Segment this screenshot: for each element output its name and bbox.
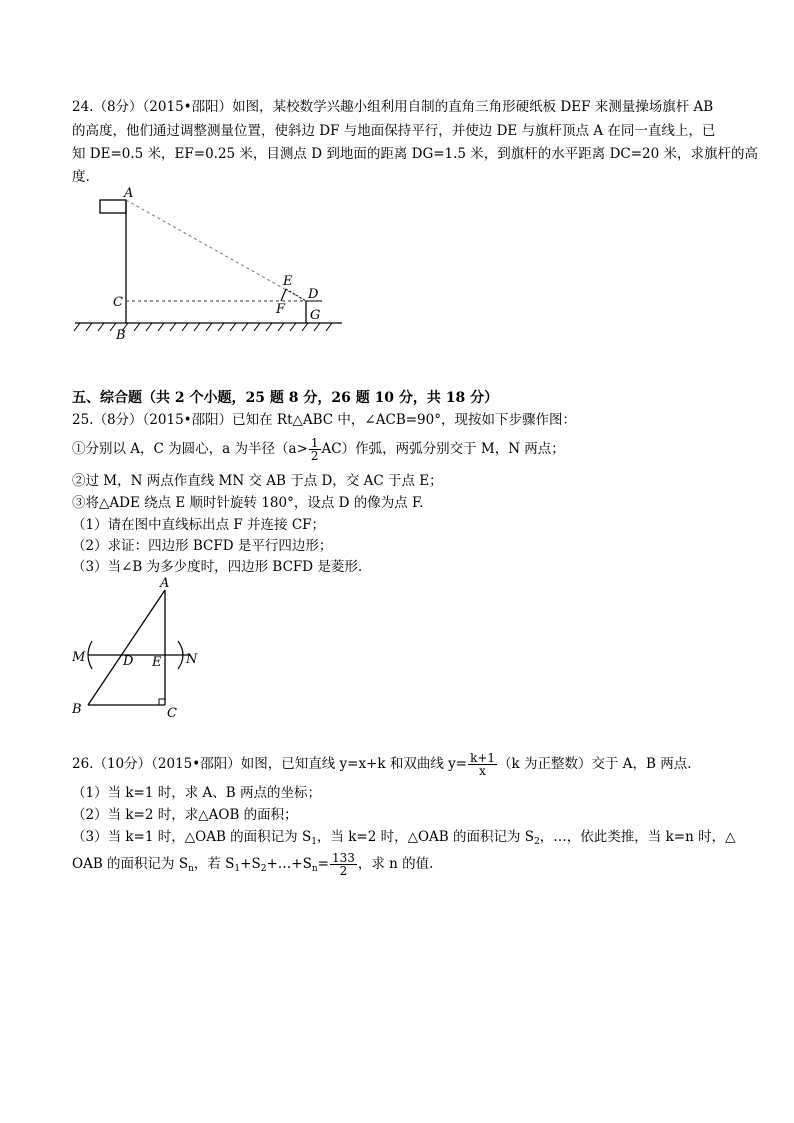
q25-step-2: ②过 M，N 两点作直线 MN 交 AB 于点 D，交 AC 于点 E；: [72, 473, 443, 489]
q25-sub-2: （2）求证：四边形 BCFD 是平行四边形；: [72, 538, 333, 554]
label-n: N: [186, 652, 198, 667]
q25-triangle-figure: [68, 575, 208, 720]
q25-half-fraction: [309, 437, 321, 462]
q26-fraction-den: x: [479, 764, 486, 778]
q26-last-s1: 1: [234, 864, 241, 874]
q25-line-1: 25.（8分）（2015•邵阳）已知在 Rt△ABC 中，∠ACB=90°，现按如下步骤作图：: [72, 412, 576, 428]
ground-hatching: [74, 323, 332, 331]
q24-line-2: 的高度，他们通过调整测量位置，使斜边 DF 与地面保持平行，并使边 DE 与旗杆顶点 A 在同一直线上，已: [72, 123, 716, 139]
label-c: C: [113, 295, 123, 310]
label-d: D: [308, 287, 319, 302]
q25-step-1-post: AC）作弧，两弧分别交于 M，N 两点；: [321, 441, 565, 457]
q26-sub-3-s1: 1: [311, 837, 317, 847]
side-ab: [88, 590, 165, 705]
q25-step-3: ③将△ADE 绕点 E 顺时针旋转 180°，设点 D 的像为点 F.: [72, 495, 424, 511]
q26-sum-num: 133: [331, 851, 355, 865]
label-g: G: [310, 308, 321, 323]
q26-last-eq: =: [317, 856, 329, 872]
q26-sub-3: [72, 828, 735, 851]
q25-half-num: 1: [310, 436, 319, 450]
label-b: B: [116, 328, 126, 343]
label-f: F: [276, 302, 286, 317]
q26-fraction-num: k+1: [470, 751, 496, 765]
q26-last-line: [72, 852, 433, 878]
q26-last-s3: n: [311, 864, 318, 874]
label-a: A: [160, 576, 170, 591]
q25-step-1-pre: ①分别以 A，C 为圆心，a 为半径（a>: [72, 441, 308, 457]
q26-sub-1: （1）当 k=1 时，求 A、B 两点的坐标；: [72, 785, 322, 801]
right-angle-mark: [159, 699, 165, 705]
label-a: A: [124, 186, 134, 201]
label-e: E: [152, 655, 162, 670]
q25-sub-3: （3）当∠B 为多少度时，四边形 BCFD 是菱形.: [72, 559, 363, 575]
q26-line-1: [72, 752, 692, 777]
q24-line-3: 知 DE=0.5 米，EF=0.25 米，目测点 D 到地面的距离 DG=1.5 米，到旗杆的水平距离 DC=20 米，求旗杆的高: [72, 146, 759, 162]
q26-last-sn: n: [188, 864, 194, 874]
q25-half-den: 2: [310, 449, 319, 463]
label-m: M: [72, 650, 86, 665]
label-c: C: [167, 706, 177, 720]
label-b: B: [72, 702, 82, 717]
q26-line-1-post: （k 为正整数）交于 A，B 两点.: [498, 756, 692, 772]
q26-sub-2: （2）当 k=2 时，求△AOB 的面积；: [72, 807, 298, 823]
q26-sub-3-c: ，…，依此类推，当 k=n 时，△: [539, 829, 736, 845]
q26-last-s2: 2: [260, 864, 267, 874]
q25-step-1: [72, 437, 565, 462]
side-ef: [281, 289, 286, 301]
sight-line-ad: [126, 200, 306, 301]
label-e: E: [283, 274, 293, 289]
flag-shape: [100, 200, 126, 213]
q26-sum-fraction: [330, 852, 357, 877]
section-5-heading: 五、综合题（共 2 个小题，25 题 8 分，26 题 10 分，共 18 分）: [72, 390, 499, 406]
q26-hyperbola-fraction: [468, 752, 497, 777]
q26-last-d: +…+S: [266, 856, 312, 872]
q24-line-1: 24.（8分）（2015•邵阳）如图，某校数学兴趣小组利用自制的直角三角形硬纸板 DEF 来测量操场旗杆 AB: [72, 99, 714, 115]
q26-sub-3-a: （3）当 k=1 时，△OAB 的面积记为 S: [72, 829, 312, 845]
q24-line-4: 度.: [72, 169, 90, 185]
q25-sub-1: （1）请在图中直线标出点 F 并连接 CF；: [72, 517, 326, 533]
q24-flagpole-figure: [70, 185, 350, 345]
q26-sum-den: 2: [339, 864, 348, 878]
q26-sub-3-b: ，当 k=2 时，△OAB 的面积记为 S: [316, 829, 535, 845]
q26-last-c: +S: [240, 856, 261, 872]
q26-last-e: ，求 n 的值.: [357, 856, 434, 872]
q26-last-b: ，若 S: [193, 856, 235, 872]
q26-sub-3-s2: 2: [534, 837, 540, 847]
q26-line-1-pre: 26.（10分）（2015•邵阳）如图，已知直线 y=x+k 和双曲线 y=: [72, 756, 468, 772]
q26-last-a: OAB 的面积记为 S: [72, 856, 189, 872]
label-d: D: [123, 654, 134, 669]
